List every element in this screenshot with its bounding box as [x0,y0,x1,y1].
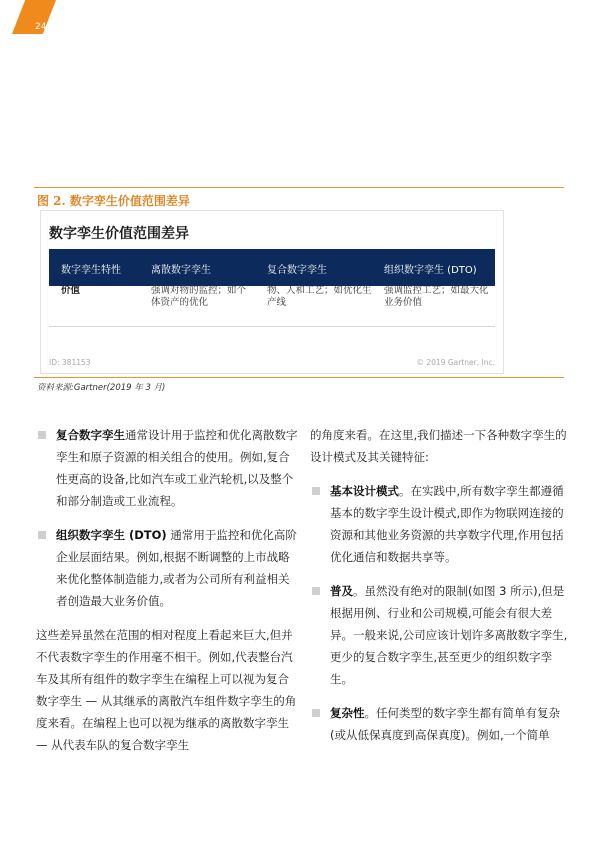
bullet-square-icon [38,531,46,539]
list-item [36,424,298,512]
figure-source: 资料来源:Gartner(2019 年 3 月) [37,383,166,393]
table-header-cell: 数字孪生特性 [61,265,121,276]
list-item [36,524,298,612]
body-paragraph: 这些差异虽然在范围的相对程度上看起来巨大,但并不代表数字孪生的作用毫不相干。例如,代表整台汽车及其所有组件的数字孪生在编程上可以视为复合数字孪生 — 从其继承的离散汽车组件数字孪生的角度来看。在编程上也可以视为继承的离散数字孪生 — 从代表车队的复合数字孪生 [36,628,297,752]
table-header [49,249,495,286]
table-bottom-rule [49,326,495,327]
bullet-square-icon [38,431,46,439]
bullet-text: 通常用于监控和优化高阶企业层面结果。例如,根据不断调整的上市战略来优化整体制造能力,或者为公司所有利益相关者创造最大业务价值。 [56,528,297,608]
figure-id: ID: 381153 [49,358,91,367]
bullet-term: 组织数字孪生 (DTO) [56,528,167,542]
list-item [310,480,568,568]
list-item [310,580,568,690]
table-cell: 物、人和工艺；如优化生产线 [267,285,372,308]
list-item [310,702,568,746]
figure-heading: 数字孪生价值范围差异 [49,226,189,242]
right-column [310,424,568,758]
table-header-cell: 复合数字孪生 [267,265,327,276]
bullet-text: 。在实践中,所有数字孪生都遵循基本的数字孪生设计模式,即作为物联网连接的资源和其他业务资源的共享数字代理,作用包括优化通信和数据共享等。 [330,484,564,564]
figure-copyright: © 2019 Gartner, Inc. [416,358,495,367]
bullet-term: 复杂性 [330,706,365,720]
bullet-text: 。任何类型的数字孪生都有简单有复杂(或从低保真度到高保真度)。例如,一个简单 [330,706,560,742]
table-cell: 强调对物的监控；如个体资产的优化 [151,285,247,308]
bullet-text: 。虽然没有绝对的限制(如图 3 所示),但是根据用例、行业和公司规模,可能会有很大差异。一般来说,公司应该计划许多离散数字孪生,更少的复合数字孪生,甚至更少的组织数字孪生。 [330,584,568,686]
table-row-label: 价值 [61,285,81,296]
figure-title: 图 2. 数字孪生价值范围差异 [37,194,190,208]
figure-bottom-rule [34,377,564,378]
table-header-cell: 离散数字孪生 [151,265,211,276]
left-column [36,424,298,768]
figure-top-rule [34,187,564,188]
bullet-term: 普及 [330,584,353,598]
bullet-square-icon [312,587,320,595]
bullet-text: 通常设计用于监控和优化离散数字孪生和原子资源的相关组合的使用。例如,复合性更高的设备,比如汽车或工业汽轮机,以及整个和部分制造或工业流程。 [56,428,298,508]
page-number: 24 [35,22,47,32]
table-header-cell: 组织数字孪生 (DTO) [384,265,477,276]
table-cell: 强调监控工艺；如最大化业务价值 [384,285,489,308]
figure-image [40,210,504,374]
bullet-term: 复合数字孪生 [56,428,125,442]
bullet-square-icon [312,709,320,717]
bullet-term: 基本设计模式 [330,484,399,498]
body-paragraph: 的角度来看。在这里,我们描述一下各种数字孪生的设计模式及其关键特征: [310,428,567,464]
bullet-square-icon [312,487,320,495]
page-number-tab [12,0,56,34]
